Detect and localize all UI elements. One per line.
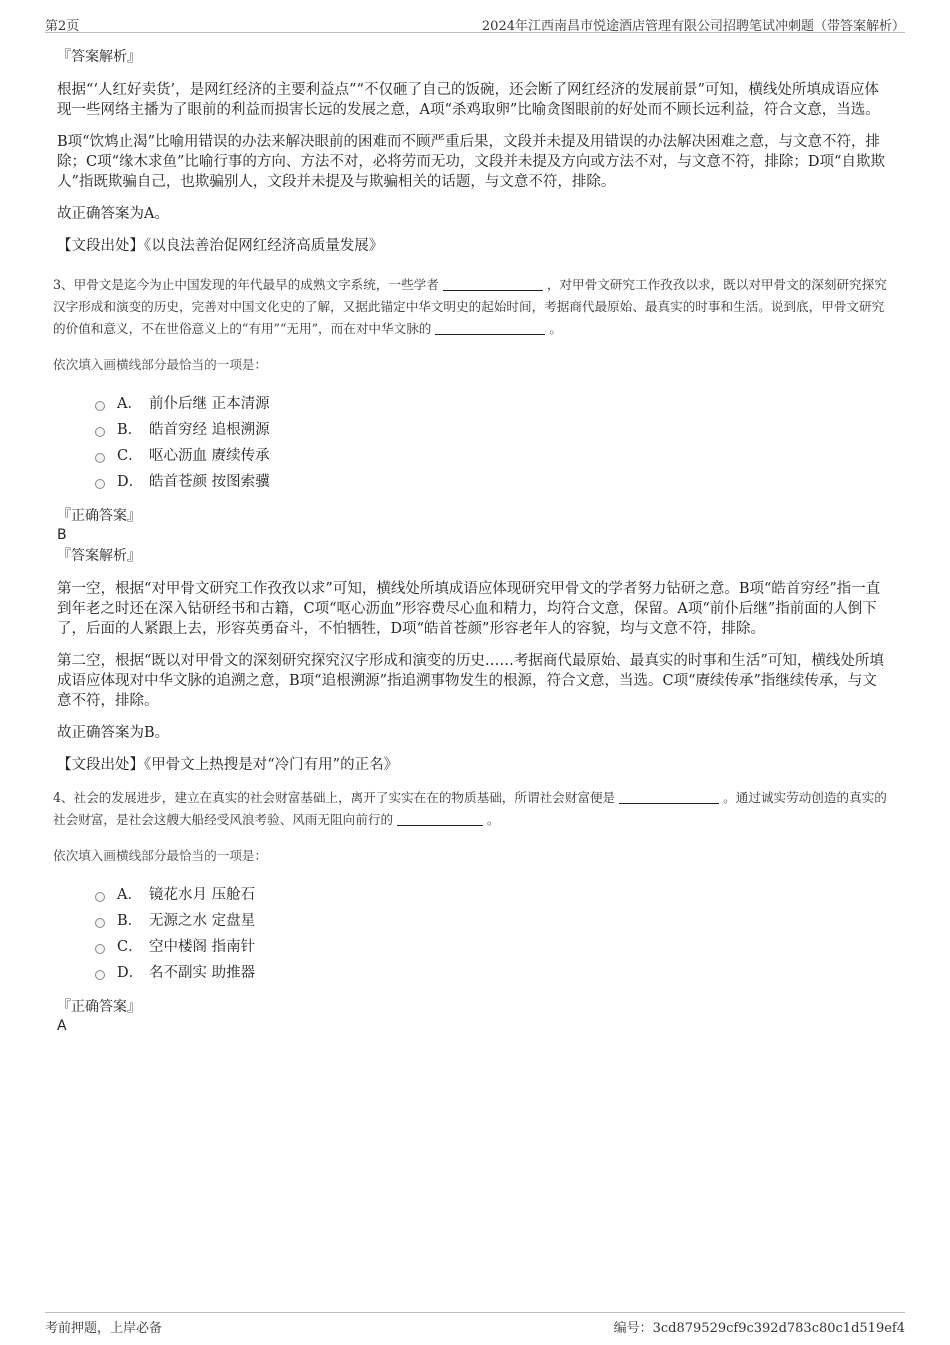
option-text: 空中楼阁 指南针 <box>149 939 256 955</box>
option-c[interactable] <box>95 443 889 469</box>
option-letter: C． <box>117 448 143 464</box>
question-4-options <box>95 882 889 986</box>
correct-answer-heading: 『正确答案』 <box>57 999 141 1015</box>
radio-icon[interactable] <box>95 918 105 928</box>
analysis-paragraph: B项“饮鸩止渴”比喻用错误的办法来解决眼前的困难而不顾严重后果，文段并未提及用错误的办法解决困难之意，与文意不符，排除；C项“缘木求鱼”比喻行事的方向、方法不对，必将劳而无功，文段并未提及方向或方法不对，与文意不符，排除；D项“自欺欺人”指既欺骗自己，也欺骗别人，文段并未提及与欺骗相关的话题，与文意不符，排除。 <box>57 134 885 190</box>
option-b[interactable] <box>95 417 889 443</box>
radio-icon[interactable] <box>95 453 105 463</box>
analysis-heading: 『答案解析』 <box>57 49 141 65</box>
option-d[interactable] <box>95 960 889 986</box>
fill-blank <box>619 789 719 804</box>
analysis-conclusion: 故正确答案为A。 <box>57 206 169 222</box>
fill-blank <box>435 320 545 335</box>
option-text: 名不副实 助推器 <box>149 965 256 981</box>
option-text: 镜花水月 压舱石 <box>149 887 256 903</box>
option-b[interactable] <box>95 908 889 934</box>
source-citation: 【文段出处】《甲骨文上热搜是对“冷门有用”的正名》 <box>57 757 399 773</box>
option-letter: A． <box>117 396 142 412</box>
radio-icon[interactable] <box>95 944 105 954</box>
footer-slogan: 考前押题，上岸必备 <box>45 1321 163 1336</box>
question-prompt: 依次填入画横线部分最恰当的一项是： <box>53 848 268 863</box>
option-c[interactable] <box>95 934 889 960</box>
radio-icon[interactable] <box>95 892 105 902</box>
question-text-part: ，对甲骨文研究工作孜孜以求，既以对甲骨文的深刻研究探究汉字形成和演变的历史，完善对中国文化史的了解，又据此锚定中华文明史的起始时间，考据商代最原始、最真实的时事和生活。说到底，甲骨文研究的价值和意义，不在世俗意义上的“有用”“无用”，而在对中华文脉的 <box>53 277 887 336</box>
option-text: 皓首苍颜 按图索骥 <box>149 474 270 490</box>
question-text-part: 。 <box>487 812 500 827</box>
question-3-text <box>53 274 889 340</box>
option-letter: B． <box>117 422 143 438</box>
analysis-heading: 『答案解析』 <box>57 548 141 564</box>
analysis-paragraph: 第一空，根据“对甲骨文研究工作孜孜以求”可知，横线处所填成语应体现研究甲骨文的学者努力钻研之意。B项“皓首穷经”指一直到年老之时还在深入钻研经书和古籍，C项“呕心沥血”形容费尽心血和精力，均符合文意，保留。A项“前仆后继”指前面的人倒下了，后面的人紧跟上去，形容英勇奋斗，不怕牺牲，D项“皓首苍颜”形容老年人的容貌，均与文意不符，排除。 <box>57 581 881 637</box>
correct-answer-value: B <box>57 527 67 543</box>
option-d[interactable] <box>95 469 889 495</box>
option-letter: A． <box>117 887 142 903</box>
option-letter: C． <box>117 939 143 955</box>
radio-icon[interactable] <box>95 970 105 980</box>
question-text-part: 3、甲骨文是迄今为止中国发现的年代最早的成熟文字系统，一些学者 <box>53 277 439 292</box>
document-id: 编号：3cd879529cf9c392d783c80c1d519ef4 <box>613 1321 905 1336</box>
option-letter: B． <box>117 913 143 929</box>
source-citation: 【文段出处】《以良法善治促网红经济高质量发展》 <box>57 238 384 254</box>
option-letter: D． <box>117 965 144 981</box>
option-text: 呕心沥血 赓续传承 <box>149 448 270 464</box>
radio-icon[interactable] <box>95 479 105 489</box>
page-header <box>45 12 905 33</box>
question-text-part: 。 <box>549 321 562 336</box>
question-4-text <box>53 787 889 831</box>
fill-blank <box>397 811 483 826</box>
document-title: 2024年江西南昌市悦途酒店管理有限公司招聘笔试冲刺题（带答案解析） <box>481 19 905 34</box>
option-text: 前仆后继 正本清源 <box>149 396 270 412</box>
question-3-options <box>95 391 889 495</box>
option-a[interactable] <box>95 882 889 908</box>
analysis-conclusion: 故正确答案为B。 <box>57 725 170 741</box>
page-number: 第2页 <box>45 19 80 34</box>
page-footer <box>45 1312 905 1335</box>
correct-answer-value: A <box>57 1018 67 1034</box>
option-text: 无源之水 定盘星 <box>149 913 256 929</box>
question-text-part: 4、社会的发展进步，建立在真实的社会财富基础上，离开了实实在在的物质基础，所谓社会财富便是 <box>53 790 616 805</box>
radio-icon[interactable] <box>95 401 105 411</box>
main-content <box>53 40 889 1036</box>
question-prompt: 依次填入画横线部分最恰当的一项是： <box>53 357 268 372</box>
option-a[interactable] <box>95 391 889 417</box>
analysis-paragraph: 根据“‘人红好卖货’，是网红经济的主要利益点”“不仅砸了自己的饭碗，还会断了网红经济的发展前景”可知，横线处所填成语应体现一些网络主播为了眼前的利益而损害长远的发展之意，A项“杀鸡取卵”比喻贪图眼前的好处而不顾长远利益，符合文意，当选。 <box>57 82 880 118</box>
radio-icon[interactable] <box>95 427 105 437</box>
fill-blank <box>443 276 543 291</box>
option-letter: D． <box>117 474 144 490</box>
analysis-paragraph: 第二空，根据“既以对甲骨文的深刻研究探究汉字形成和演变的历史……考据商代最原始、最真实的时事和生活”可知，横线处所填成语应体现对中华文脉的追溯之意，B项“追根溯源”指追溯事物发生的根源，符合文意，当选。C项“赓续传承”指继续传承，与文意不符，排除。 <box>57 653 884 709</box>
question-text-part: 。通过诚实劳动创造的真实的社会财富，是社会这艘大船经受风浪考验、风雨无阻向前行的 <box>53 790 887 827</box>
option-text: 皓首穷经 追根溯源 <box>149 422 270 438</box>
correct-answer-heading: 『正确答案』 <box>57 508 141 524</box>
